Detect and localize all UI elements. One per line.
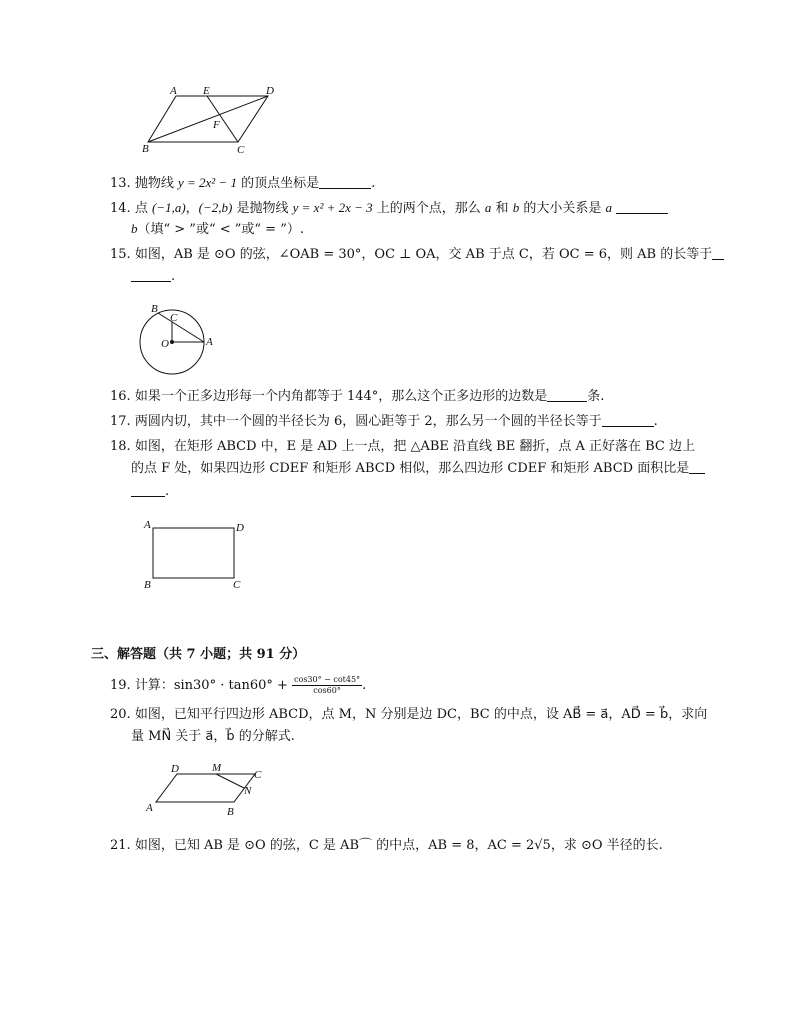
- label-o: O: [161, 338, 169, 350]
- label-e: E: [203, 85, 210, 97]
- label-a: A: [170, 85, 177, 97]
- question-text: 是抛物线: [232, 201, 293, 216]
- question-text: 的顶点坐标是: [236, 176, 320, 191]
- question-text: .: [371, 176, 376, 191]
- question-number: 16.: [110, 389, 131, 404]
- label-n: N: [244, 785, 252, 797]
- label-b: B: [142, 143, 149, 155]
- label-d: D: [236, 522, 244, 534]
- question-text: 上的两个点，那么: [372, 201, 485, 216]
- question-text: 如图，在矩形 ABCD 中，E 是 AD 上一点，把 △ABE 沿直线 BE 翻折，点 A 正好落在 BC 边上: [134, 439, 696, 454]
- label-b: B: [227, 806, 234, 818]
- question-number: 17.: [110, 414, 131, 429]
- question-number: 19.: [110, 678, 131, 693]
- question-text: 和: [491, 201, 513, 216]
- question-text: .: [165, 484, 170, 499]
- label-m: M: [212, 762, 222, 774]
- question-text: 计算：sin30° · tan60° +: [134, 678, 293, 693]
- rectangle-abcd: [153, 528, 234, 578]
- question-18: [110, 438, 695, 456]
- answer-blank[interactable]: [547, 388, 587, 402]
- question-13: [110, 174, 375, 193]
- segment-db: [148, 96, 268, 142]
- question-text: 如图，已知平行四边形 ABCD，点 M，N 分别是边 DC，BC 的中点，设 AB⃗ = a⃗，AD⃗ = b⃗，求向: [134, 707, 708, 722]
- math-var: b: [131, 221, 138, 236]
- question-text: .: [171, 269, 176, 284]
- question-number: 15.: [110, 247, 131, 262]
- question-number: 13.: [110, 176, 131, 191]
- parallelogram-figure-12: [140, 84, 290, 156]
- label-f: F: [213, 119, 220, 131]
- question-text: 如图，已知 AB 是 ⊙O 的弦，C 是 AB⌒ 的中点，AB = 8，AC = 2√5，求 ⊙O 半径的长.: [134, 838, 663, 853]
- answer-blank[interactable]: [319, 175, 371, 189]
- question-text: .: [362, 678, 367, 693]
- math-expression: y = 2x² − 1: [177, 175, 237, 190]
- label-a: A: [144, 519, 151, 531]
- answer-blank[interactable]: [616, 200, 668, 214]
- question-number: 20.: [110, 707, 131, 722]
- math-point: (−1,a): [151, 200, 186, 215]
- parallelogram-abcd-outline: [156, 774, 255, 802]
- label-c: C: [170, 312, 178, 324]
- question-14-line2: [131, 220, 304, 239]
- fraction: [292, 675, 362, 696]
- question-text: 如果一个正多边形每一个内角都等于 144°，那么这个正多边形的边数是: [134, 389, 548, 404]
- label-b: B: [144, 579, 151, 591]
- math-var: a: [605, 200, 612, 215]
- question-number: 18.: [110, 439, 131, 454]
- label-c: C: [233, 579, 241, 591]
- section-title: 三、解答题（共 7 小题；共 91 分）: [91, 647, 306, 662]
- answer-blank[interactable]: [602, 413, 654, 427]
- question-17: [110, 413, 658, 431]
- segment-ec: [207, 96, 238, 142]
- answer-blank[interactable]: [689, 460, 705, 474]
- question-16: [110, 388, 604, 406]
- question-15: [110, 246, 724, 264]
- question-text: 的点 F 处，如果四边形 CDEF 和矩形 ABCD 相似，那么四边形 CDEF 和矩形 ABCD 面积比是: [131, 461, 690, 476]
- circle-figure-15: [134, 300, 224, 378]
- question-18-line3: [131, 483, 169, 501]
- label-c: C: [237, 144, 245, 156]
- rectangle-figure-18: [140, 516, 250, 594]
- answer-blank-cont[interactable]: [131, 268, 171, 282]
- question-text: 条.: [587, 389, 605, 404]
- fraction-denominator: cos60°: [313, 686, 341, 695]
- question-14: [110, 199, 668, 218]
- parallelogram-figure-20: [140, 760, 270, 820]
- question-text: 如图，AB 是 ⊙O 的弦，∠OAB = 30°，OC ⊥ OA，交 AB 于点 C，若 OC = 6，则 AB 的长等于: [134, 247, 713, 262]
- label-d: D: [171, 763, 179, 775]
- question-text: 两圆内切，其中一个圆的半径长为 6，圆心距等于 2，那么另一个圆的半径长等于: [134, 414, 602, 429]
- question-text: 的大小关系是: [519, 201, 606, 216]
- answer-blank-cont[interactable]: [131, 483, 165, 497]
- question-number: 14.: [110, 201, 131, 216]
- math-expression: y = x² + 2x − 3: [292, 200, 373, 215]
- question-text: 量 MN⃗ 关于 a⃗，b⃗ 的分解式.: [131, 729, 295, 744]
- math-var: a: [484, 200, 492, 215]
- label-a: A: [206, 336, 213, 348]
- label-d: D: [266, 85, 274, 97]
- math-point: (−2,b): [198, 200, 233, 215]
- question-text: ，: [185, 201, 199, 216]
- question-19: [110, 675, 366, 696]
- label-c: C: [254, 769, 262, 781]
- question-20: [110, 706, 707, 724]
- question-text: 抛物线: [134, 176, 178, 191]
- question-text: 点: [134, 201, 152, 216]
- question-text: （填“ > ”或“ < ”或“ = ”）.: [137, 222, 304, 237]
- math-var: b: [512, 200, 520, 215]
- question-15-line2: [131, 268, 175, 286]
- question-text: .: [653, 414, 658, 429]
- label-b: B: [151, 303, 158, 315]
- question-number: 21.: [110, 838, 131, 853]
- question-21: [110, 837, 663, 855]
- question-18-line2: [131, 460, 705, 478]
- answer-blank[interactable]: [712, 246, 724, 260]
- center-point-o: [170, 340, 174, 344]
- question-20-line2: [131, 728, 295, 746]
- segment-mn: [216, 774, 244, 788]
- fraction-numerator: cos30° − cot45°: [294, 675, 361, 684]
- label-a: A: [146, 802, 153, 814]
